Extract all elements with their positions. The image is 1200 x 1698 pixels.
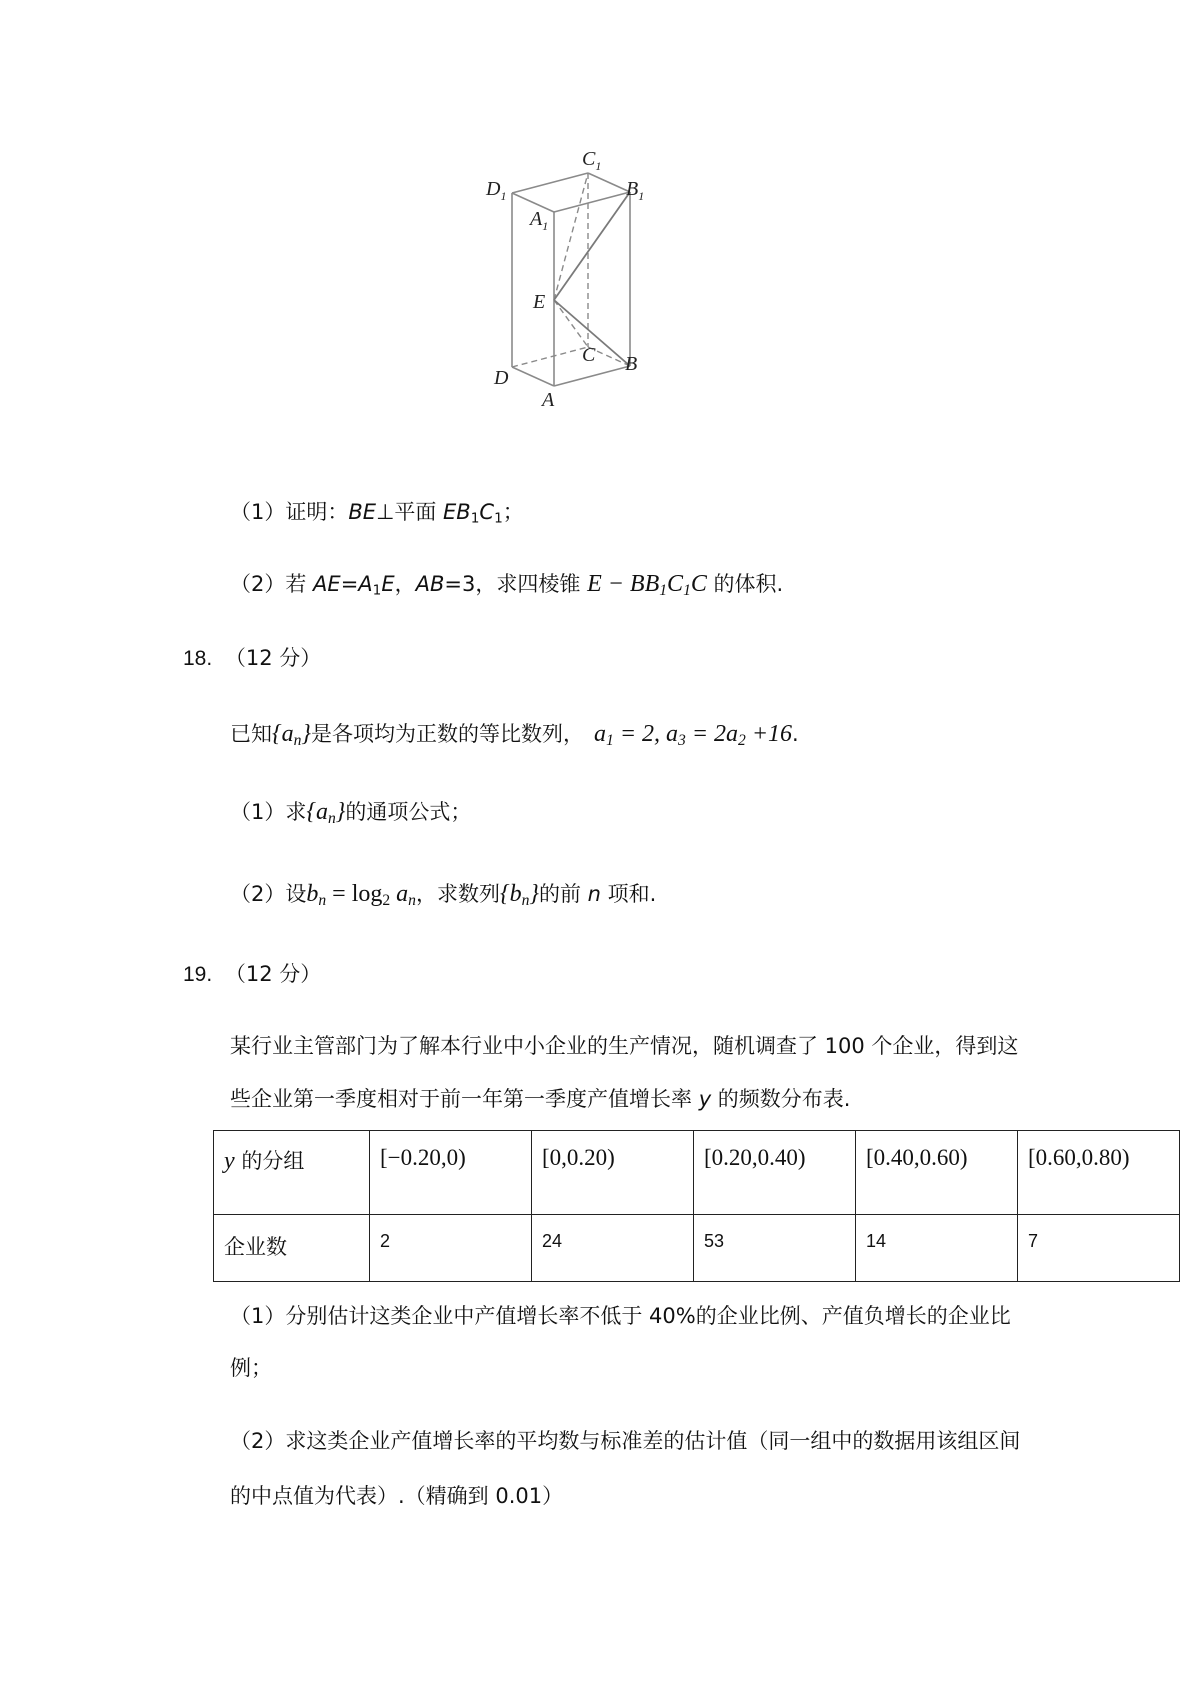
label-d: D <box>494 367 509 389</box>
header-cell-group: [−0.20,0) <box>370 1131 532 1215</box>
q18-part2-formula: $b_n = \log_2 a_n$ <box>306 881 416 909</box>
count-cell: 53 <box>694 1215 856 1282</box>
q18-stem: 已知$\{a_n\}$是各项均为正数的等比数列， $a_1 = 2$, $a_3 = 2a_2 +16$. <box>230 721 799 749</box>
count-cell: 7 <box>1018 1215 1180 1282</box>
q19-stem-line2: 些企业第一季度相对于前一年第一季度产值增长率 y 的频数分布表. <box>230 1087 851 1111</box>
prism-figure <box>470 130 730 460</box>
q19-part2-line1: （2）求这类企业产值增长率的平均数与标准差的估计值（同一组中的数据用该组区间 <box>230 1429 1021 1453</box>
table-row <box>214 1215 1180 1282</box>
q19-stem-line1: 某行业主管部门为了解本行业中小企业的生产情况，随机调查了 100 个企业，得到这 <box>230 1034 1019 1058</box>
label-a1: $A_1$ <box>530 208 549 233</box>
label-e: E <box>533 291 546 313</box>
q19-part1-line2: 例； <box>230 1356 272 1380</box>
header-cell-group: [0.60,0.80) <box>1018 1131 1180 1215</box>
q18-heading <box>183 642 321 672</box>
q17-part1: （1）证明：BE⊥平面 $EB_1C_1$； <box>230 500 524 527</box>
count-cell: 14 <box>856 1215 1018 1282</box>
header-cell-group: [0.20,0.40) <box>694 1131 856 1215</box>
header-cell-group: [0,0.20) <box>532 1131 694 1215</box>
frequency-table <box>213 1130 1180 1282</box>
label-c: C <box>582 344 596 366</box>
count-cell: 2 <box>370 1215 532 1282</box>
q18-points: （12 分） <box>224 646 322 670</box>
q18-part1-set: $\{a_n\}$ <box>306 799 346 827</box>
q19-part1-line1: （1）分别估计这类企业中产值增长率不低于 40%的企业比例、产值负增长的企业比 <box>230 1304 1011 1328</box>
q18-part1: （1）求$\{a_n\}$的通项公式； <box>230 799 472 827</box>
label-b: B <box>625 353 638 375</box>
label-d1: $D_1$ <box>486 178 507 203</box>
q18-part2: （2）设$b_n = \log_2 a_n$，求数列$\{b_n\}$的前 n 项和. <box>230 881 657 909</box>
q18-number: 18. <box>183 647 213 670</box>
header-cell-group: [0.40,0.60) <box>856 1131 1018 1215</box>
header-cell-label: y 的分组 <box>214 1131 370 1215</box>
q19-number: 19. <box>183 963 213 986</box>
q19-points: （12 分） <box>224 962 322 986</box>
q18-seq-set: $\{a_n\}$ <box>272 721 312 749</box>
q19-part2-line2: 的中点值为代表）.（精确到 0.01） <box>230 1484 564 1508</box>
prism-diagram <box>470 130 730 460</box>
count-cell: 24 <box>532 1215 694 1282</box>
pyramid-formula: $E - BB_1C_1C$ <box>587 571 707 599</box>
label-a: A <box>542 389 555 411</box>
q18-stem-formula: $a_1 = 2$, $a_3 = 2a_2 +16$ <box>594 721 793 749</box>
row-label-cell: 企业数 <box>214 1215 370 1282</box>
q17-part2: （2）若 $AE=A_1E$，AB=3，求四棱锥 $E - BB_1C_1C$ 的体积. <box>230 571 784 599</box>
q18-part2-set: $\{b_n\}$ <box>499 881 539 909</box>
label-c1: $C_1$ <box>582 148 602 173</box>
table-header-row <box>214 1131 1180 1215</box>
label-b1: $B_1$ <box>626 178 645 203</box>
q19-heading <box>183 958 321 988</box>
